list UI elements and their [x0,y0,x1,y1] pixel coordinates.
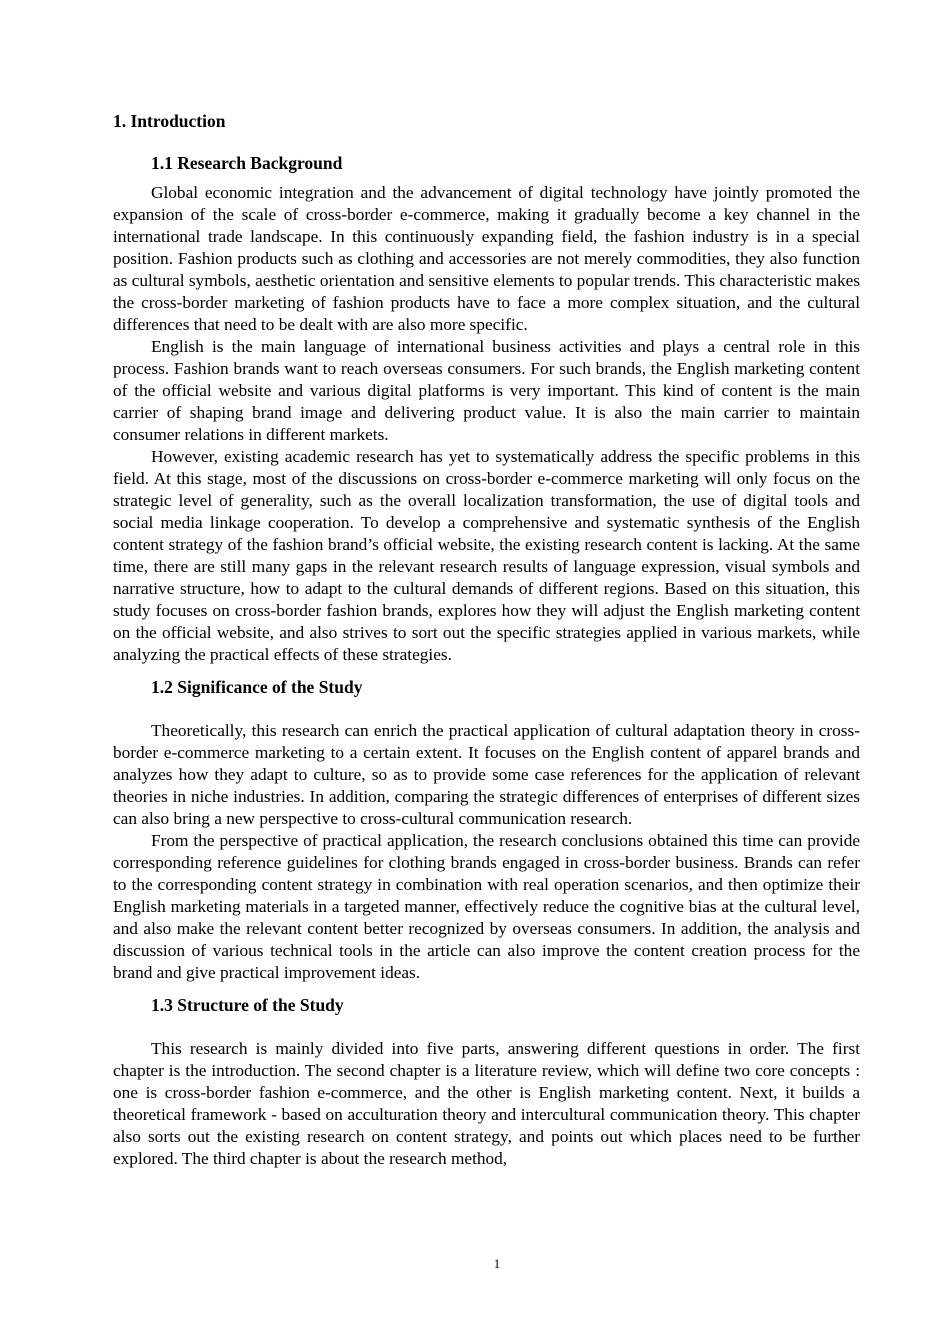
document-page [113,108,860,1170]
paragraph: English is the main language of international business activities and plays a central role in this process. Fashion brands want to reach overseas consumers. For such brands, the English marketing content of the official website and various digital platforms is very important. This kind of content is the main carrier of shaping brand image and delivering product value. It is also the main carrier to maintain consumer relations in different markets. [113,337,860,444]
subsection-heading-research-background: 1.1 Research Background [151,153,343,173]
paragraph: Global economic integration and the advancement of digital technology have jointly promoted the expansion of the scale of cross-border e-commerce, making it gradually become a key channel in the international trade landscape. In this continuously expanding field, the fashion industry is in a special position. Fashion products such as clothing and accessories are not merely commodities, they also function as cultural symbols, aesthetic orientation and sensitive elements to popular trends. This characteristic makes the cross-border marketing of fashion products have to face a more complex situation, and the cultural differences that need to be dealt with are also more specific. [113,183,860,334]
page-number: 1 [493,1256,501,1271]
subsection-heading-significance: 1.2 Significance of the Study [151,677,363,697]
section-heading-introduction: 1. Introduction [113,111,226,131]
subsection-heading-structure: 1.3 Structure of the Study [151,995,344,1015]
paragraph: Theoretically, this research can enrich the practical application of cultural adaptation theory in cross-border e-commerce marketing to a certain extent. It focuses on the English content of apparel brands and analyzes how they adapt to culture, so as to provide some case references for the application of relevant theories in niche industries. In addition, comparing the strategic differences of enterprises of different sizes can also bring a new perspective to cross-cultural communication research. [113,721,860,828]
paragraph: From the perspective of practical application, the research conclusions obtained this time can provide corresponding reference guidelines for clothing brands engaged in cross-border business. Brands can refer to the corresponding content strategy in combination with real operation scenarios, and then optimize their English marketing materials in a targeted manner, effectively reduce the cognitive bias at the cultural level, and also make the relevant content better recognized by overseas consumers. In addition, the analysis and discussion of various technical tools in the article can also improve the content creation process for the brand and give practical improvement ideas. [113,831,860,982]
paragraph: This research is mainly divided into five parts, answering different questions in order. The first chapter is the introduction. The second chapter is a literature review, which will define two core concepts : one is cross-border fashion e-commerce, and the other is English marketing content. Next, it builds a theoretical framework - based on acculturation theory and intercultural communication theory. This chapter also sorts out the existing research on content strategy, and points out which places need to be further explored. The third chapter is about the research method, [113,1039,860,1168]
paragraph: However, existing academic research has yet to systematically address the specific problems in this field. At this stage, most of the discussions on cross-border e-commerce marketing will only focus on the strategic level of generality, such as the overall localization transformation, the use of digital tools and social media linkage cooperation. To develop a comprehensive and systematic synthesis of the English content strategy of the fashion brand’s official website, the existing research content is lacking. At the same time, there are still many gaps in the relevant research results of language expression, visual symbols and narrative structure, how to adapt to the cultural demands of different regions. Based on this situation, this study focuses on cross-border fashion brands, explores how they will adjust the English marketing content on the official website, and also strives to sort out the specific strategies applied in various markets, while analyzing the practical effects of these strategies. [113,447,860,664]
